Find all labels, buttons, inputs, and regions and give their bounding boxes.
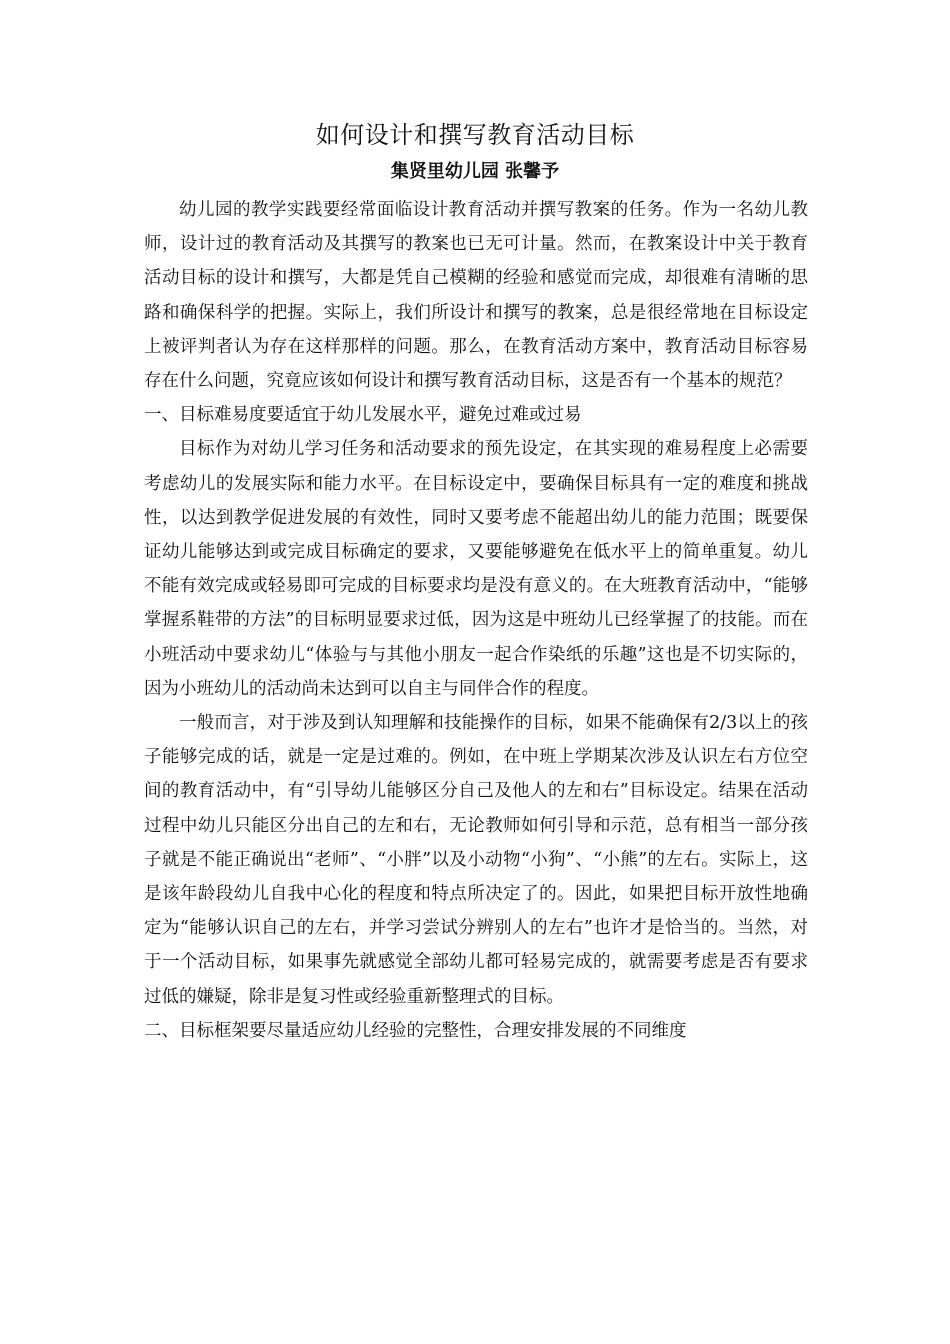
paragraph-section1-a: 目标作为对幼儿学习任务和活动要求的预先设定，在其实现的难易程度上必需要考虑幼儿的发展实际和能力水平。在目标设定中，要确保目标具有一定的难度和挑战性，以达到教学促进发展的有效性，同时又要考虑不能超出幼儿的能力范围；既要保证幼儿能够达到或完成目标确定的要求，又要能够避免在低水平上的简单重复。幼儿不能有效完成或轻易即可完成的目标要求均是没有意义的。在大班教育活动中，“能够掌握系鞋带的方法”的目标明显要求过低，因为这是中班幼儿已经掌握了的技能。而在小班活动中要求幼儿“体验与与其他小朋友一起合作染纸的乐趣”这也是不切实际的，因为小班幼儿的活动尚未达到可以自主与同伴合作的程度。 xyxy=(144,439,808,699)
paragraph-section1-b: 一般而言，对于涉及到认知理解和技能操作的目标，如果不能确保有2/3以上的孩子能够完成的话，就是一定是过难的。例如，在中班上学期某次涉及认识左右方位空间的教育活动中，有“引导幼儿能够区分自己及他人的左和右”目标设定。结果在活动过程中幼儿只能区分出自己的左和右，无论教师如何引导和示范，总有相当一部分孩子就是不能正确说出“老师”、“小胖”以及小动物“小狗”、“小熊”的左右。实际上，这是该年龄段幼儿自我中心化的程度和特点所决定了的。因此，如果把目标开放性地确定为“能够认识自己的左右，并学习尝试分辨别人的左右”也许才是恰当的。当然，对于一个活动目标，如果事先就感觉全部幼儿都可轻易完成的，就需要考虑是否有要求过低的嫌疑，除非是复习性或经验重新整理式的目标。 xyxy=(144,713,808,1007)
document-body xyxy=(144,193,808,1048)
document-title: 如何设计和撰写教育活动目标 xyxy=(315,121,635,149)
section-heading-1: 一、目标难易度要适宜于幼儿发展水平，避免过难或过易 xyxy=(144,405,582,426)
section-heading-2: 二、目标框架要尽量适应幼儿经验的完整性，合理安排发展的不同维度 xyxy=(144,1020,687,1041)
paragraph-intro: 幼儿园的教学实践要经常面临设计教育活动并撰写教案的任务。作为一名幼儿教师，设计过的教育活动及其撰写的教案也已无可计量。然而，在教案设计中关于教育活动目标的设计和撰写，大都是凭自己模糊的经验和感觉而完成，却很难有清晰的思路和确保科学的把握。实际上，我们所设计和撰写的教案，总是很经常地在目标设定上被评判者认为存在这样那样的问题。那么，在教育活动方案中，教育活动目标容易存在什么问题，究竟应该如何设计和撰写教育活动目标，这是否有一个基本的规范？ xyxy=(144,200,808,392)
document-author: 集贤里幼儿园 张馨予 xyxy=(390,161,560,182)
